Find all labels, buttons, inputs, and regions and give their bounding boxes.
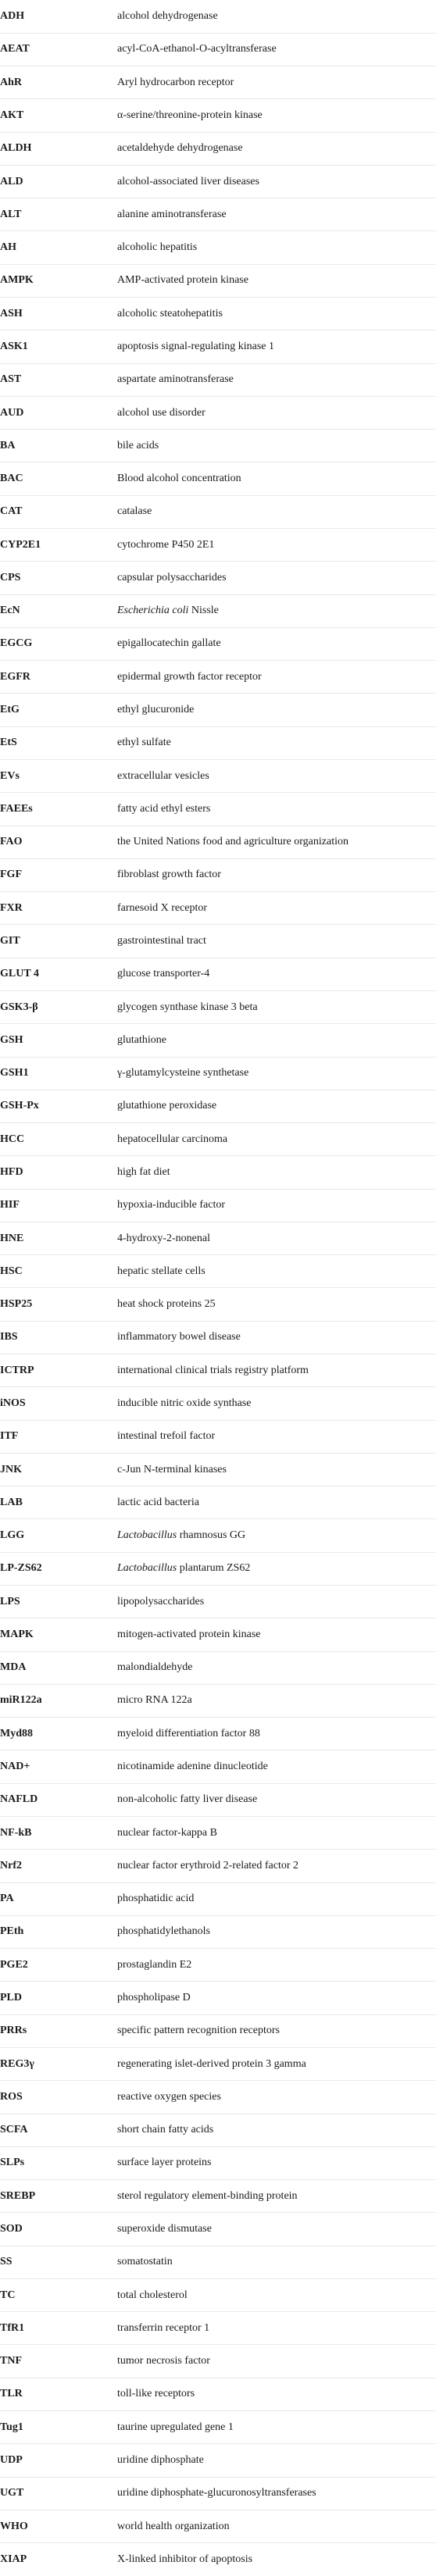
definition-cell: acyl-CoA-ethanol-O-acyltransferase bbox=[117, 43, 277, 55]
abbreviation-cell: ADH bbox=[0, 9, 25, 22]
abbreviation-cell: SLPs bbox=[0, 2157, 25, 2169]
definition-cell: alcohol-associated liver diseases bbox=[117, 175, 259, 187]
definition-cell: apoptosis signal-regulating kinase 1 bbox=[117, 340, 275, 352]
definition-cell bbox=[117, 1519, 436, 1552]
abbreviation-cell: SCFA bbox=[0, 2124, 28, 2136]
abbreviation-cell: GSH-Px bbox=[0, 1100, 39, 1112]
table-row bbox=[0, 2047, 436, 2080]
abbreviation-cell: PA bbox=[0, 1893, 14, 1905]
abbreviation-cell: SREBP bbox=[0, 2189, 36, 2202]
abbreviation-cell: GSK3-β bbox=[0, 1001, 38, 1013]
abbreviation-cell: HFD bbox=[0, 1165, 23, 1178]
definition-cell: capsular polysaccharides bbox=[117, 571, 227, 583]
definition-cell: transferrin receptor 1 bbox=[117, 2321, 210, 2334]
definition-cell: bile acids bbox=[117, 439, 159, 451]
abbreviation-cell: HCC bbox=[0, 1133, 25, 1145]
definition-cell: regenerating islet-derived protein 3 gamma bbox=[117, 2057, 306, 2070]
abbreviation-cell: BA bbox=[0, 439, 16, 451]
abbreviation-cell: MDA bbox=[0, 1661, 27, 1674]
abbreviation-cell: AST bbox=[0, 373, 22, 386]
definition-italic-text: Lactobacillus bbox=[117, 1529, 177, 1542]
table-row bbox=[0, 264, 436, 297]
table-row bbox=[0, 1915, 436, 1948]
definition-cell: micro RNA 122a bbox=[117, 1694, 192, 1707]
abbreviation-cell: TNF bbox=[0, 2355, 22, 2367]
abbreviation-cell: SS bbox=[0, 2256, 13, 2268]
abbreviation-cell: ICTRP bbox=[0, 1364, 34, 1376]
table-row bbox=[0, 1057, 436, 1090]
abbreviation-cell: LAB bbox=[0, 1496, 23, 1508]
abbreviation-cell: TLR bbox=[0, 2388, 23, 2400]
abbreviation-cell: PRRs bbox=[0, 2025, 27, 2037]
table-row bbox=[0, 892, 436, 925]
table-row bbox=[0, 1519, 436, 1552]
abbreviation-cell: GSH1 bbox=[0, 1067, 29, 1079]
definition-cell: the United Nations food and agriculture organization bbox=[117, 836, 348, 848]
table-row bbox=[0, 1718, 436, 1750]
abbreviation-cell: iNOS bbox=[0, 1397, 26, 1409]
definition-cell: acetaldehyde dehydrogenase bbox=[117, 142, 243, 155]
abbreviation-cell: BAC bbox=[0, 473, 23, 485]
definition-cell: inflammatory bowel disease bbox=[117, 1331, 241, 1343]
table-row bbox=[0, 2180, 436, 2213]
abbreviation-cell: XIAP bbox=[0, 2553, 27, 2566]
definition-cell: somatostatin bbox=[117, 2256, 173, 2268]
table-row bbox=[0, 1850, 436, 1882]
table-row bbox=[0, 1123, 436, 1156]
abbreviation-cell: Myd88 bbox=[0, 1727, 33, 1739]
definition-cell: malondialdehyde bbox=[117, 1661, 193, 1674]
abbreviation-cell: FAO bbox=[0, 836, 23, 848]
abbreviation-cell: Nrf2 bbox=[0, 1859, 22, 1871]
table-row bbox=[0, 1684, 436, 1717]
table-row bbox=[0, 396, 436, 429]
abbreviation-cell: EVs bbox=[0, 769, 20, 782]
definition-cell: ethyl sulfate bbox=[117, 737, 171, 749]
table-row bbox=[0, 1321, 436, 1354]
definition-cell: alcoholic hepatitis bbox=[117, 241, 198, 254]
table-row bbox=[0, 363, 436, 396]
definition-cell: nicotinamide adenine dinucleotide bbox=[117, 1761, 268, 1773]
table-row bbox=[0, 198, 436, 231]
abbreviation-cell: GLUT 4 bbox=[0, 968, 39, 980]
table-row bbox=[0, 0, 436, 33]
table-row bbox=[0, 231, 436, 264]
abbreviation-cell: UDP bbox=[0, 2453, 23, 2466]
definition-italic-text: Escherichia coli bbox=[117, 605, 189, 617]
definition-cell: epigallocatechin gallate bbox=[117, 637, 221, 650]
definition-cell: surface layer proteins bbox=[117, 2157, 212, 2169]
table-row bbox=[0, 2444, 436, 2477]
abbreviation-cell: FAEEs bbox=[0, 802, 33, 815]
abbreviation-cell: PGE2 bbox=[0, 1958, 28, 1971]
definition-cell: hepatocellular carcinoma bbox=[117, 1133, 228, 1145]
table-row bbox=[0, 99, 436, 132]
abbreviation-cell: GIT bbox=[0, 935, 20, 947]
definition-cell: glutathione bbox=[117, 1033, 166, 1046]
table-row bbox=[0, 2510, 436, 2542]
abbreviation-cell: AUD bbox=[0, 406, 24, 419]
abbreviation-cell: AMPK bbox=[0, 274, 34, 287]
definition-cell bbox=[117, 1552, 436, 1585]
definition-cell: inducible nitric oxide synthase bbox=[117, 1397, 252, 1409]
table-row bbox=[0, 1816, 436, 1849]
abbreviation-cell: LGG bbox=[0, 1529, 25, 1542]
table-row bbox=[0, 2246, 436, 2278]
abbreviation-cell: ASK1 bbox=[0, 340, 28, 352]
table-row bbox=[0, 562, 436, 594]
abbreviation-cell: EGCG bbox=[0, 637, 33, 650]
table-row bbox=[0, 990, 436, 1023]
table-row bbox=[0, 1982, 436, 2014]
definition-cell: nuclear factor erythroid 2-related factor 2 bbox=[117, 1859, 299, 1871]
definition-cell: γ-glutamylcysteine synthetase bbox=[117, 1067, 249, 1079]
definition-cell: 4-hydroxy-2-nonenal bbox=[117, 1232, 210, 1244]
abbreviation-cell: PLD bbox=[0, 1992, 22, 2004]
table-row bbox=[0, 925, 436, 958]
definition-cell: fatty acid ethyl esters bbox=[117, 802, 211, 815]
definition-text: plantarum ZS62 bbox=[179, 1562, 251, 1575]
table-row bbox=[0, 165, 436, 198]
abbreviation-cell: AhR bbox=[0, 76, 23, 88]
abbreviation-cell: EtS bbox=[0, 737, 17, 749]
table-row bbox=[0, 1354, 436, 1387]
table-row bbox=[0, 430, 436, 462]
abbreviation-cell: AH bbox=[0, 241, 16, 254]
definition-cell: world health organization bbox=[117, 2520, 230, 2532]
table-row bbox=[0, 627, 436, 660]
definition-cell: glucose transporter-4 bbox=[117, 968, 210, 980]
definition-cell: Aryl hydrocarbon receptor bbox=[117, 76, 234, 88]
table-row bbox=[0, 2345, 436, 2378]
abbreviation-cell: ALDH bbox=[0, 142, 32, 155]
definition-cell: specific pattern recognition receptors bbox=[117, 2025, 280, 2037]
table-row bbox=[0, 1387, 436, 1420]
table-row bbox=[0, 661, 436, 694]
definition-cell: glycogen synthase kinase 3 beta bbox=[117, 1001, 258, 1013]
abbreviation-cell: LPS bbox=[0, 1595, 20, 1607]
abbreviation-cell: LP-ZS62 bbox=[0, 1562, 42, 1575]
definition-cell: international clinical trials registry platform bbox=[117, 1364, 309, 1376]
definition-cell: glutathione peroxidase bbox=[117, 1100, 217, 1112]
abbreviation-cell: CAT bbox=[0, 505, 23, 518]
table-row bbox=[0, 826, 436, 858]
definition-cell: X-linked inhibitor of apoptosis bbox=[117, 2553, 253, 2566]
table-row bbox=[0, 330, 436, 363]
table-row bbox=[0, 1222, 436, 1254]
abbreviation-cell: CYP2E1 bbox=[0, 538, 41, 551]
table-row bbox=[0, 594, 436, 627]
abbreviation-cell: ITF bbox=[0, 1430, 19, 1443]
abbreviation-cell: NF-kB bbox=[0, 1826, 32, 1839]
definition-cell: short chain fatty acids bbox=[117, 2124, 214, 2136]
table-row bbox=[0, 2278, 436, 2311]
table-row bbox=[0, 1189, 436, 1222]
table-row bbox=[0, 1586, 436, 1618]
abbreviation-cell: NAD+ bbox=[0, 1761, 30, 1773]
table-row bbox=[0, 1949, 436, 1982]
definition-italic-text: Lactobacillus bbox=[117, 1562, 177, 1575]
table-row bbox=[0, 2477, 436, 2510]
definition-cell: AMP-activated protein kinase bbox=[117, 274, 248, 287]
table-row bbox=[0, 2114, 436, 2146]
definition-cell: epidermal growth factor receptor bbox=[117, 670, 262, 683]
table-row bbox=[0, 2543, 436, 2576]
definition-cell: uridine diphosphate bbox=[117, 2453, 204, 2466]
table-row bbox=[0, 2378, 436, 2410]
abbreviation-cell: MAPK bbox=[0, 1628, 34, 1640]
abbreviation-cell: AEAT bbox=[0, 43, 30, 55]
definition-cell: aspartate aminotransferase bbox=[117, 373, 234, 386]
definition-cell: taurine upregulated gene 1 bbox=[117, 2421, 234, 2433]
abbreviation-cell: ASH bbox=[0, 307, 23, 319]
definition-cell: alcoholic steatohepatitis bbox=[117, 307, 223, 319]
table-row bbox=[0, 694, 436, 726]
table-row bbox=[0, 2014, 436, 2047]
definition-cell: sterol regulatory element-binding protein bbox=[117, 2189, 298, 2202]
abbreviation-cell: ALD bbox=[0, 175, 23, 187]
abbreviation-cell: ALT bbox=[0, 208, 22, 220]
definition-cell: hypoxia-inducible factor bbox=[117, 1199, 226, 1211]
definition-cell: prostaglandin E2 bbox=[117, 1958, 192, 1971]
definition-cell: phospholipase D bbox=[117, 1992, 191, 2004]
table-row bbox=[0, 726, 436, 759]
abbreviation-cell: EtG bbox=[0, 704, 20, 716]
definition-cell: fibroblast growth factor bbox=[117, 869, 221, 881]
definition-cell: phosphatidylethanols bbox=[117, 1925, 210, 1938]
definition-cell: total cholesterol bbox=[117, 2289, 188, 2301]
definition-cell: catalase bbox=[117, 505, 152, 518]
definition-cell: α-serine/threonine-protein kinase bbox=[117, 109, 263, 121]
table-row bbox=[0, 1288, 436, 1321]
definition-cell: superoxide dismutase bbox=[117, 2222, 212, 2235]
definition-cell: lipopolysaccharides bbox=[117, 1595, 205, 1607]
definition-cell: nuclear factor-kappa B bbox=[117, 1826, 217, 1839]
table-row bbox=[0, 1453, 436, 1486]
table-row bbox=[0, 529, 436, 562]
definition-cell: myeloid differentiation factor 88 bbox=[117, 1727, 260, 1739]
definition-cell: toll-like receptors bbox=[117, 2388, 195, 2400]
table-row bbox=[0, 2411, 436, 2444]
table-row bbox=[0, 33, 436, 66]
table-row bbox=[0, 298, 436, 330]
definition-cell: Blood alcohol concentration bbox=[117, 473, 241, 485]
definition-cell: non-alcoholic fatty liver disease bbox=[117, 1793, 258, 1806]
table-row bbox=[0, 793, 436, 826]
table-row bbox=[0, 1486, 436, 1519]
definition-cell bbox=[117, 594, 436, 627]
definition-cell: farnesoid X receptor bbox=[117, 901, 208, 914]
table-row bbox=[0, 759, 436, 792]
table-row bbox=[0, 2146, 436, 2179]
abbreviation-cell: SOD bbox=[0, 2222, 23, 2235]
abbreviation-cell: FXR bbox=[0, 901, 23, 914]
definition-cell: ethyl glucuronide bbox=[117, 704, 195, 716]
table-row bbox=[0, 1420, 436, 1453]
abbreviation-cell: HNE bbox=[0, 1232, 24, 1244]
definition-cell: phosphatidic acid bbox=[117, 1893, 195, 1905]
abbreviation-cell: REG3γ bbox=[0, 2057, 34, 2070]
table-row bbox=[0, 1618, 436, 1651]
definition-cell: heat shock proteins 25 bbox=[117, 1298, 216, 1311]
definition-cell: cytochrome P450 2E1 bbox=[117, 538, 215, 551]
table-row bbox=[0, 1156, 436, 1189]
abbreviation-cell: HIF bbox=[0, 1199, 20, 1211]
abbreviation-cell: IBS bbox=[0, 1331, 18, 1343]
table-row bbox=[0, 1651, 436, 1684]
table-row bbox=[0, 495, 436, 528]
abbreviation-cell: GSH bbox=[0, 1033, 23, 1046]
abbreviation-cell: UGT bbox=[0, 2487, 24, 2499]
abbreviation-cell: EcN bbox=[0, 605, 20, 617]
definition-cell: high fat diet bbox=[117, 1165, 170, 1178]
table-row bbox=[0, 2312, 436, 2345]
definition-cell: mitogen-activated protein kinase bbox=[117, 1628, 261, 1640]
abbreviation-cell: CPS bbox=[0, 571, 21, 583]
abbreviation-cell: FGF bbox=[0, 869, 22, 881]
abbreviation-cell: HSC bbox=[0, 1265, 23, 1277]
definition-cell: tumor necrosis factor bbox=[117, 2355, 210, 2367]
abbreviation-cell: ROS bbox=[0, 2090, 23, 2103]
table-row bbox=[0, 2213, 436, 2246]
definition-text: Nissle bbox=[191, 605, 219, 617]
abbreviation-cell: PEth bbox=[0, 1925, 24, 1938]
table-row bbox=[0, 1024, 436, 1057]
abbreviation-cell: AKT bbox=[0, 109, 24, 121]
definition-cell: hepatic stellate cells bbox=[117, 1265, 205, 1277]
table-row bbox=[0, 1090, 436, 1122]
definition-cell: lactic acid bacteria bbox=[117, 1496, 199, 1508]
abbreviation-cell: NAFLD bbox=[0, 1793, 38, 1806]
definition-cell: intestinal trefoil factor bbox=[117, 1430, 216, 1443]
abbreviation-cell: Tug1 bbox=[0, 2421, 23, 2433]
definition-text: rhamnosus GG bbox=[179, 1529, 246, 1542]
table-row bbox=[0, 1783, 436, 1816]
abbreviation-cell: TC bbox=[0, 2289, 16, 2301]
definition-cell: uridine diphosphate-glucuronosyltransferases bbox=[117, 2487, 316, 2499]
table-row bbox=[0, 2081, 436, 2114]
abbreviation-cell: miR122a bbox=[0, 1694, 42, 1707]
table-row bbox=[0, 1255, 436, 1288]
table-row bbox=[0, 858, 436, 891]
table-row bbox=[0, 462, 436, 495]
table-row bbox=[0, 132, 436, 165]
table-row bbox=[0, 1552, 436, 1585]
abbreviation-cell: EGFR bbox=[0, 670, 30, 683]
definition-cell: gastrointestinal tract bbox=[117, 935, 206, 947]
abbreviation-cell: HSP25 bbox=[0, 1298, 33, 1311]
table-row bbox=[0, 958, 436, 990]
table-row bbox=[0, 1750, 436, 1783]
definition-cell: c-Jun N-terminal kinases bbox=[117, 1463, 227, 1475]
definition-cell: alanine aminotransferase bbox=[117, 208, 227, 220]
abbreviation-cell: TfR1 bbox=[0, 2321, 25, 2334]
abbreviation-cell: WHO bbox=[0, 2520, 28, 2532]
table-row bbox=[0, 66, 436, 99]
abbreviation-cell: JNK bbox=[0, 1463, 22, 1475]
definition-cell: alcohol dehydrogenase bbox=[117, 9, 218, 22]
table-row bbox=[0, 1882, 436, 1915]
definition-cell: alcohol use disorder bbox=[117, 406, 205, 419]
definition-cell: reactive oxygen species bbox=[117, 2090, 221, 2103]
definition-cell: extracellular vesicles bbox=[117, 769, 209, 782]
